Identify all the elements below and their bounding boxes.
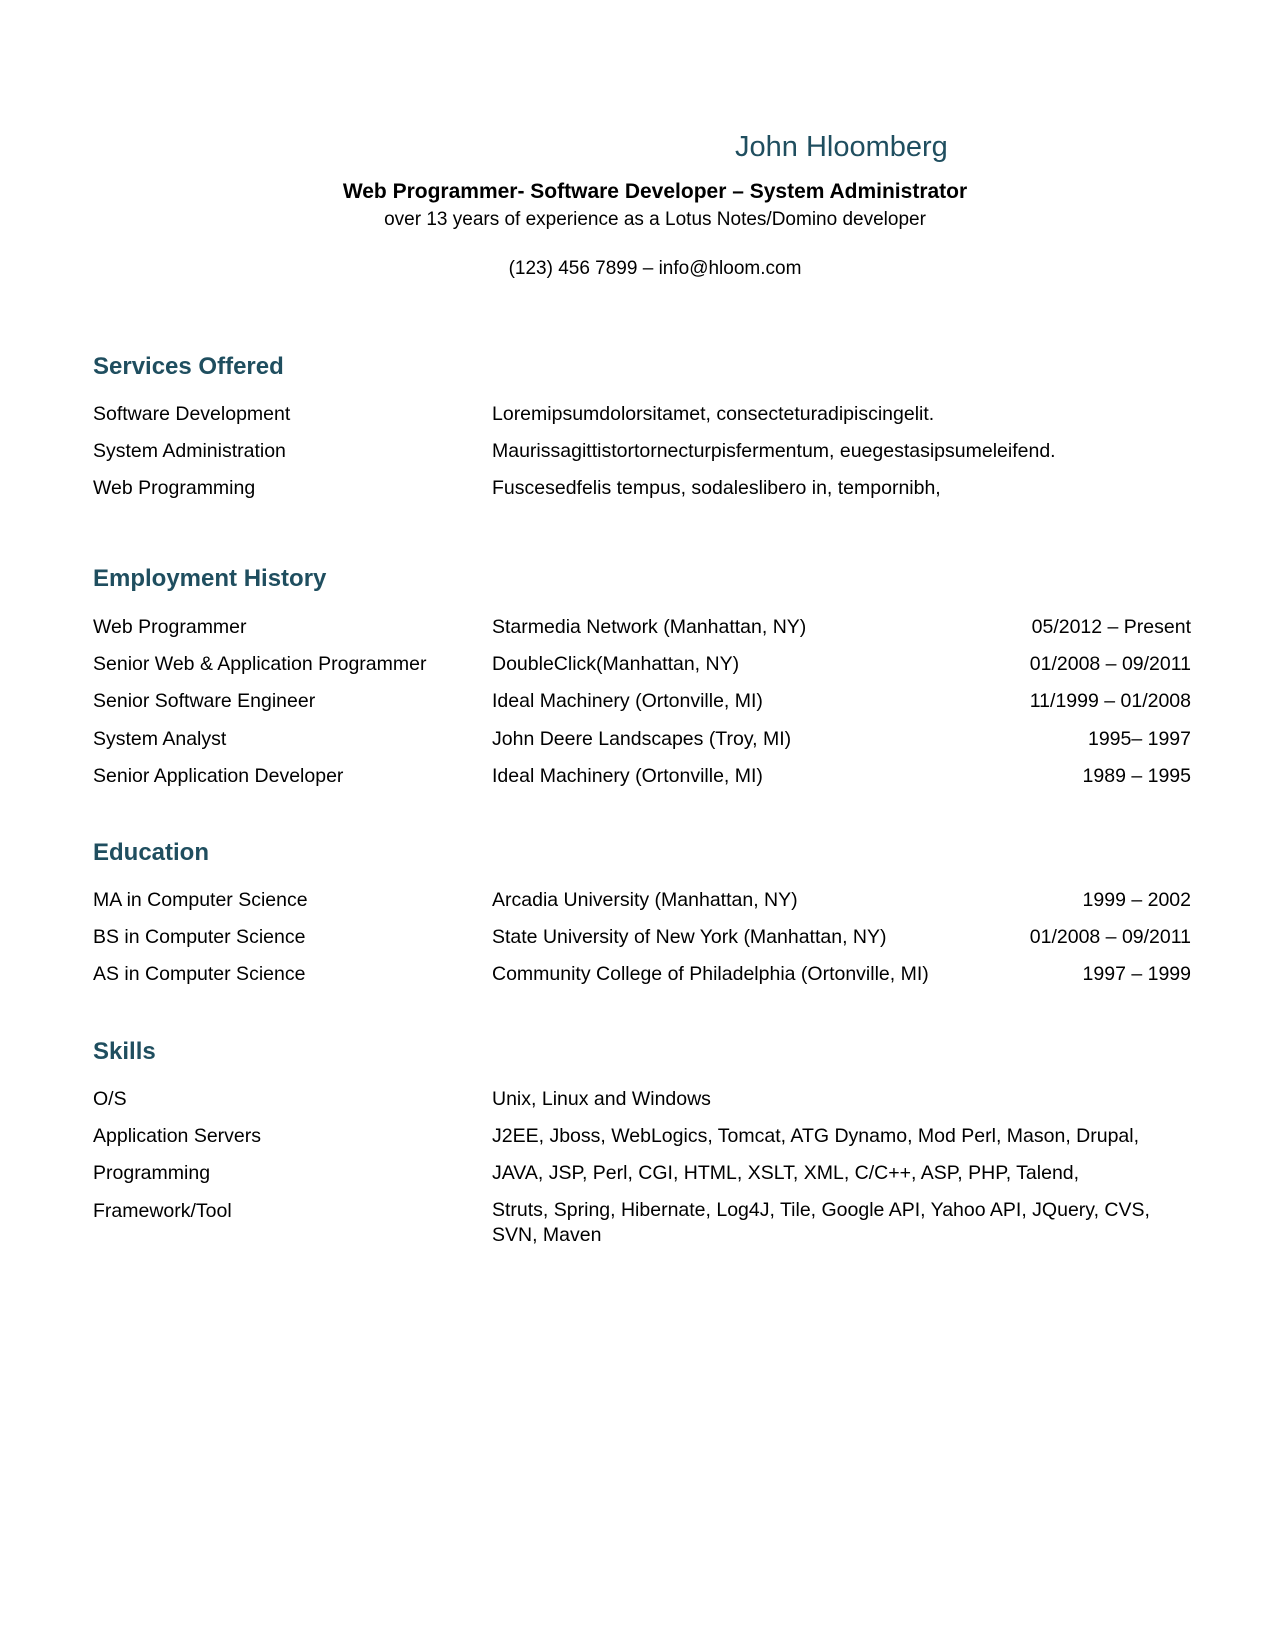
list-item bbox=[93, 728, 1191, 765]
education-dates: 1999 – 2002 bbox=[1082, 889, 1191, 911]
section-title-education: Education bbox=[93, 839, 210, 866]
skill-detail: Struts, Spring, Hibernate, Log4J, Tile, Google API, Yahoo API, JQuery, CVS, SVN, Maven bbox=[492, 1198, 1150, 1246]
education-list bbox=[93, 889, 1191, 1001]
degree: MA in Computer Science bbox=[93, 889, 308, 911]
job-employer: Ideal Machinery (Ortonville, MI) bbox=[492, 690, 763, 713]
degree: BS in Computer Science bbox=[93, 926, 306, 949]
service-label: Software Development bbox=[93, 403, 291, 425]
job-employer: Ideal Machinery (Ortonville, MI) bbox=[492, 764, 763, 787]
job-dates: 11/1999 – 01/2008 bbox=[1029, 690, 1191, 713]
skill-label: Application Servers bbox=[93, 1125, 261, 1148]
skill-label: O/S bbox=[93, 1088, 127, 1110]
job-dates: 1995– 1997 bbox=[1087, 727, 1191, 750]
job-role: System Analyst bbox=[93, 727, 227, 750]
employment-list bbox=[93, 616, 1191, 802]
list-item bbox=[93, 440, 1191, 477]
skill-label: Framework/Tool bbox=[93, 1199, 232, 1222]
list-item bbox=[93, 403, 1191, 440]
job-employer: Starmedia Network (Manhattan, NY) bbox=[492, 616, 807, 638]
skill-label: Programming bbox=[93, 1162, 211, 1185]
skill-detail: Unix, Linux and Windows bbox=[492, 1088, 711, 1110]
list-item bbox=[93, 1125, 1191, 1162]
list-item bbox=[93, 477, 1191, 514]
list-item bbox=[93, 1198, 1191, 1246]
skill-detail: JAVA, JSP, Perl, CGI, HTML, XSLT, XML, C/C++, ASP, PHP, Talend, bbox=[492, 1162, 1080, 1185]
job-role: Web Programmer bbox=[93, 616, 247, 638]
service-detail: Loremipsumdolorsitamet, consecteturadipiscingelit. bbox=[492, 403, 935, 425]
degree: AS in Computer Science bbox=[93, 963, 306, 986]
job-employer: DoubleClick(Manhattan, NY) bbox=[492, 653, 740, 676]
school: Community College of Philadelphia (Ortonville, MI) bbox=[492, 963, 929, 986]
list-item bbox=[93, 926, 1191, 963]
education-dates: 01/2008 – 09/2011 bbox=[1029, 926, 1191, 949]
job-role: Senior Web & Application Programmer bbox=[93, 653, 427, 676]
summary: over 13 years of experience as a Lotus Notes/Domino developer bbox=[384, 209, 926, 230]
service-detail: Fuscesedfelis tempus, sodaleslibero in, tempornibh, bbox=[492, 477, 941, 500]
list-item bbox=[93, 690, 1191, 727]
service-label: System Administration bbox=[93, 440, 286, 463]
list-item bbox=[93, 1088, 1191, 1125]
school: State University of New York (Manhattan, NY) bbox=[492, 926, 887, 949]
list-item bbox=[93, 1162, 1191, 1199]
section-title-services: Services Offered bbox=[93, 353, 284, 380]
job-role: Senior Application Developer bbox=[93, 764, 344, 787]
service-detail: Maurissagittistortornecturpisfermentum, euegestasipsumeleifend. bbox=[492, 440, 1056, 463]
candidate-name: John Hloomberg bbox=[735, 131, 948, 163]
section-title-employment: Employment History bbox=[93, 565, 327, 592]
section-title-skills: Skills bbox=[93, 1038, 156, 1065]
headline: Web Programmer- Software Developer – System Administrator bbox=[342, 180, 968, 203]
contact-info: (123) 456 7899 – info@hloom.com bbox=[508, 258, 802, 279]
school: Arcadia University (Manhattan, NY) bbox=[492, 889, 798, 911]
education-dates: 1997 – 1999 bbox=[1082, 963, 1191, 986]
job-role: Senior Software Engineer bbox=[93, 690, 316, 713]
list-item bbox=[93, 765, 1191, 802]
services-list bbox=[93, 403, 1191, 515]
job-dates: 01/2008 – 09/2011 bbox=[1029, 653, 1191, 676]
skill-detail: J2EE, Jboss, WebLogics, Tomcat, ATG Dynamo, Mod Perl, Mason, Drupal, bbox=[492, 1125, 1140, 1148]
job-dates: 1989 – 1995 bbox=[1082, 764, 1191, 787]
list-item bbox=[93, 889, 1191, 926]
skills-list bbox=[93, 1088, 1191, 1246]
list-item bbox=[93, 963, 1191, 1000]
job-employer: John Deere Landscapes (Troy, MI) bbox=[492, 727, 792, 750]
list-item bbox=[93, 616, 1191, 653]
list-item bbox=[93, 653, 1191, 690]
job-dates: 05/2012 – Present bbox=[1031, 616, 1191, 638]
service-label: Web Programming bbox=[93, 477, 256, 500]
